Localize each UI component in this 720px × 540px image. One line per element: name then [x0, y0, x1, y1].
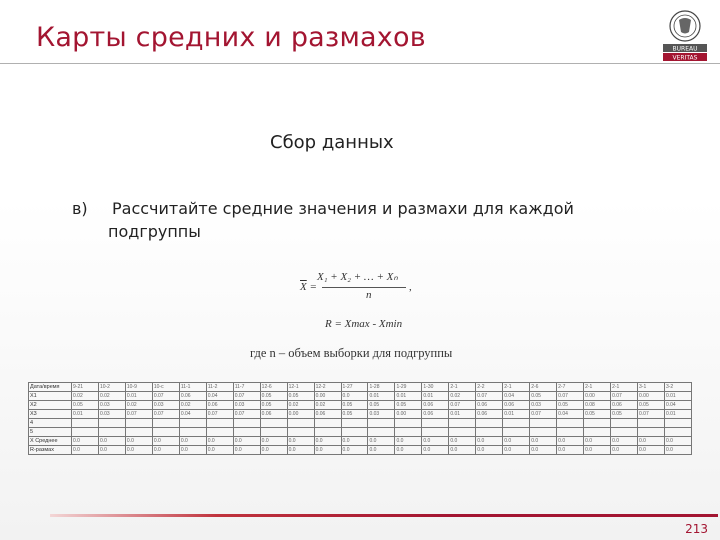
table-cell: 0.0 — [98, 446, 125, 455]
table-cell — [368, 428, 395, 437]
range-formula: R = Xmax - Xmin — [325, 318, 403, 330]
section-heading: Сбор данных — [270, 132, 394, 153]
svg-text:BUREAU: BUREAU — [672, 45, 698, 53]
table-cell: 0.00 — [584, 392, 611, 401]
table-cell: 0.0 — [530, 437, 557, 446]
table-row — [29, 383, 692, 392]
mean-denominator: n — [366, 289, 372, 301]
table-cell: 0.03 — [368, 410, 395, 419]
table-cell: 0.06 — [260, 410, 287, 419]
table-cell — [530, 419, 557, 428]
formula-note: где n – объем выборки для подгруппы — [250, 346, 453, 360]
table-cell — [260, 428, 287, 437]
table-cell: 0.00 — [638, 392, 665, 401]
table-cell: 0.01 — [395, 392, 422, 401]
table-cell: 0.05 — [72, 401, 99, 410]
table-cell: 10-9 — [125, 383, 152, 392]
table-cell: 0.00 — [314, 392, 341, 401]
table-cell: 0.0 — [98, 437, 125, 446]
table-cell: 0.01 — [125, 392, 152, 401]
table-cell: 0.0 — [125, 446, 152, 455]
fraction-bar — [322, 287, 406, 288]
table-cell: 0.07 — [638, 410, 665, 419]
table-cell — [125, 419, 152, 428]
table-cell: 0.0 — [476, 446, 503, 455]
table-cell: 0.0 — [260, 446, 287, 455]
table-cell: 0.0 — [557, 437, 584, 446]
table-cell: 0.01 — [664, 410, 691, 419]
table-row — [29, 401, 692, 410]
table-cell — [611, 428, 638, 437]
table-cell: 0.0 — [314, 437, 341, 446]
table-cell — [206, 419, 233, 428]
table-cell: 0.05 — [260, 392, 287, 401]
table-cell: 2-1 — [449, 383, 476, 392]
table-cell — [72, 419, 99, 428]
table-cell: 2-7 — [557, 383, 584, 392]
table-cell: 0.0 — [530, 446, 557, 455]
table-row — [29, 446, 692, 455]
table-cell: 0.07 — [152, 392, 179, 401]
table-cell: 0.06 — [206, 401, 233, 410]
table-cell: 12-1 — [287, 383, 314, 392]
table-cell: 0.01 — [422, 392, 449, 401]
table-cell — [476, 419, 503, 428]
table-cell — [611, 419, 638, 428]
table-cell: 0.04 — [179, 410, 206, 419]
row-header: 5 — [29, 428, 72, 437]
table-cell: 0.05 — [260, 401, 287, 410]
table-cell: 0.07 — [125, 410, 152, 419]
table-cell — [638, 419, 665, 428]
table-row — [29, 419, 692, 428]
table-cell: 0.05 — [368, 401, 395, 410]
table-cell: 0.0 — [314, 446, 341, 455]
table-cell — [395, 419, 422, 428]
table-cell: 3-2 — [664, 383, 691, 392]
table-cell: 0.01 — [368, 392, 395, 401]
table-cell: 0.0 — [664, 437, 691, 446]
table-cell: 12-2 — [314, 383, 341, 392]
table-cell — [98, 419, 125, 428]
table-cell: 0.00 — [395, 410, 422, 419]
table-cell: 0.05 — [287, 392, 314, 401]
table-cell: 1-30 — [422, 383, 449, 392]
table-cell: 0.0 — [503, 446, 530, 455]
table-cell — [341, 428, 368, 437]
table-cell: 0.06 — [314, 410, 341, 419]
table-cell: 0.06 — [611, 401, 638, 410]
table-cell — [664, 419, 691, 428]
table-cell: 0.07 — [152, 410, 179, 419]
table-cell — [341, 419, 368, 428]
table-cell: 0.03 — [98, 401, 125, 410]
table-cell: 0.07 — [206, 410, 233, 419]
table-cell: 0.01 — [449, 410, 476, 419]
table-cell — [395, 428, 422, 437]
table-cell: 11-7 — [233, 383, 260, 392]
table-cell: 0.06 — [476, 401, 503, 410]
table-cell: 0.02 — [287, 401, 314, 410]
table-cell: 0.0 — [179, 446, 206, 455]
table-cell: 0.0 — [341, 392, 368, 401]
table-cell: 0.00 — [287, 410, 314, 419]
title-divider — [0, 63, 720, 64]
row-header: 4 — [29, 419, 72, 428]
table-cell: 0.0 — [449, 446, 476, 455]
table-cell: 0.0 — [206, 446, 233, 455]
data-table — [28, 382, 692, 455]
table-cell: 0.0 — [395, 446, 422, 455]
table-cell: 0.0 — [584, 446, 611, 455]
table-cell — [179, 428, 206, 437]
point-letter: в) — [72, 199, 88, 218]
table-cell: 0.0 — [368, 437, 395, 446]
table-cell — [503, 419, 530, 428]
table-cell: 0.0 — [233, 437, 260, 446]
table-cell: 0.03 — [98, 410, 125, 419]
table-cell: 0.07 — [530, 410, 557, 419]
table-cell — [179, 419, 206, 428]
table-cell — [638, 428, 665, 437]
table-cell: 0.01 — [503, 410, 530, 419]
table-cell: 0.0 — [341, 437, 368, 446]
table-cell: 0.08 — [584, 401, 611, 410]
table-cell — [530, 428, 557, 437]
table-cell: 0.02 — [449, 392, 476, 401]
table-cell: 2-2 — [476, 383, 503, 392]
table-cell — [557, 419, 584, 428]
table-cell: 0.05 — [638, 401, 665, 410]
row-header: Дата/время — [29, 383, 72, 392]
table-cell — [125, 428, 152, 437]
table-cell: 0.0 — [449, 437, 476, 446]
mean-numerator: X₁ + X₂ + … + Xₙ — [317, 271, 398, 283]
table-cell — [314, 419, 341, 428]
table-cell: 0.06 — [503, 401, 530, 410]
table-cell: 0.0 — [476, 437, 503, 446]
table-cell — [233, 419, 260, 428]
row-header: X Среднее — [29, 437, 72, 446]
table-cell: 0.0 — [503, 437, 530, 446]
table-row — [29, 437, 692, 446]
table-cell: 0.0 — [341, 446, 368, 455]
table-cell: 12-6 — [260, 383, 287, 392]
table-cell: 0.06 — [179, 392, 206, 401]
table-cell: 0.0 — [584, 437, 611, 446]
table-cell: 2-1 — [503, 383, 530, 392]
table-cell: 2-1 — [611, 383, 638, 392]
table-cell: 0.02 — [125, 401, 152, 410]
table-cell: 0.0 — [611, 446, 638, 455]
table-cell: 0.07 — [233, 392, 260, 401]
table-cell: 0.0 — [395, 437, 422, 446]
table-cell: 0.02 — [314, 401, 341, 410]
footer-bar — [50, 514, 718, 517]
table-cell: 0.0 — [664, 446, 691, 455]
table-cell — [287, 428, 314, 437]
table-cell — [584, 428, 611, 437]
instruction-point — [72, 197, 702, 243]
point-text-line1: Рассчитайте средние значения и размахи для каждой — [112, 199, 574, 218]
table-cell: 0.05 — [611, 410, 638, 419]
table-cell — [422, 419, 449, 428]
row-header: X3 — [29, 410, 72, 419]
table-cell: 2-1 — [584, 383, 611, 392]
table-row — [29, 428, 692, 437]
table-cell: 11-2 — [206, 383, 233, 392]
table-cell: 0.0 — [72, 446, 99, 455]
table-cell — [260, 419, 287, 428]
table-cell: 0.06 — [476, 410, 503, 419]
table-cell: 0.06 — [422, 410, 449, 419]
table-cell: 0.02 — [72, 392, 99, 401]
table-cell: 0.05 — [395, 401, 422, 410]
table-cell: 0.07 — [233, 410, 260, 419]
table-cell: 0.0 — [152, 446, 179, 455]
row-header: R-размах — [29, 446, 72, 455]
table-cell: 0.05 — [584, 410, 611, 419]
table-row — [29, 410, 692, 419]
table-cell: 0.04 — [503, 392, 530, 401]
table-cell: 0.07 — [449, 401, 476, 410]
page-number: 213 — [685, 522, 708, 536]
table-row — [29, 392, 692, 401]
table-cell: 0.0 — [638, 446, 665, 455]
table-cell: 0.0 — [287, 437, 314, 446]
table-cell — [557, 428, 584, 437]
table-cell: 0.0 — [422, 437, 449, 446]
table-cell: 0.0 — [233, 446, 260, 455]
table-cell — [152, 419, 179, 428]
table-cell: 0.0 — [368, 446, 395, 455]
table-cell: 0.0 — [287, 446, 314, 455]
table-cell: 11-1 — [179, 383, 206, 392]
table-cell: 1-27 — [341, 383, 368, 392]
table-cell: 0.0 — [72, 437, 99, 446]
table-cell: 0.03 — [530, 401, 557, 410]
table-cell: 0.0 — [611, 437, 638, 446]
table-cell — [72, 428, 99, 437]
table-cell: 0.03 — [152, 401, 179, 410]
mean-lhs: $\overline{X}$ = — [300, 281, 317, 293]
table-cell: 0.05 — [557, 401, 584, 410]
table-cell: 9-21 — [72, 383, 99, 392]
slide-title: Карты средних и размахов — [36, 22, 426, 53]
table-cell: 0.04 — [206, 392, 233, 401]
table-cell — [368, 419, 395, 428]
table-cell: 0.06 — [422, 401, 449, 410]
table-cell: 0.01 — [72, 410, 99, 419]
table-cell — [449, 428, 476, 437]
table-cell — [449, 419, 476, 428]
table-cell: 2-6 — [530, 383, 557, 392]
table-cell: 0.02 — [98, 392, 125, 401]
table-cell: 0.05 — [530, 392, 557, 401]
table-cell: 0.0 — [557, 446, 584, 455]
table-cell: 1-29 — [395, 383, 422, 392]
table-cell: 0.0 — [152, 437, 179, 446]
table-cell — [503, 428, 530, 437]
bureau-veritas-logo — [660, 8, 710, 64]
table-cell: 0.01 — [664, 392, 691, 401]
row-header: X1 — [29, 392, 72, 401]
table-cell: 0.0 — [638, 437, 665, 446]
formula-comma: , — [409, 281, 412, 293]
table-cell — [422, 428, 449, 437]
table-cell — [476, 428, 503, 437]
table-cell: 0.04 — [557, 410, 584, 419]
table-cell — [287, 419, 314, 428]
table-cell: 10-2 — [98, 383, 125, 392]
table-cell — [98, 428, 125, 437]
svg-text:VERITAS: VERITAS — [672, 54, 698, 62]
table-cell — [152, 428, 179, 437]
table-cell: 1-28 — [368, 383, 395, 392]
table-cell — [206, 428, 233, 437]
table-cell: 0.05 — [341, 410, 368, 419]
table-cell: 10-c — [152, 383, 179, 392]
table-cell: 3-1 — [638, 383, 665, 392]
point-text-line2: подгруппы — [108, 222, 201, 241]
table-cell: 0.02 — [179, 401, 206, 410]
table-cell: 0.05 — [341, 401, 368, 410]
table-cell — [314, 428, 341, 437]
table-cell: 0.0 — [179, 437, 206, 446]
table-cell — [584, 419, 611, 428]
table-cell: 0.07 — [611, 392, 638, 401]
table-cell: 0.04 — [664, 401, 691, 410]
table-cell: 0.07 — [557, 392, 584, 401]
table-cell: 0.0 — [260, 437, 287, 446]
table-cell: 0.0 — [206, 437, 233, 446]
table-cell — [233, 428, 260, 437]
table-cell — [664, 428, 691, 437]
table-cell: 0.0 — [422, 446, 449, 455]
table-cell: 0.07 — [476, 392, 503, 401]
table-cell: 0.0 — [125, 437, 152, 446]
row-header: X2 — [29, 401, 72, 410]
table-cell: 0.03 — [233, 401, 260, 410]
